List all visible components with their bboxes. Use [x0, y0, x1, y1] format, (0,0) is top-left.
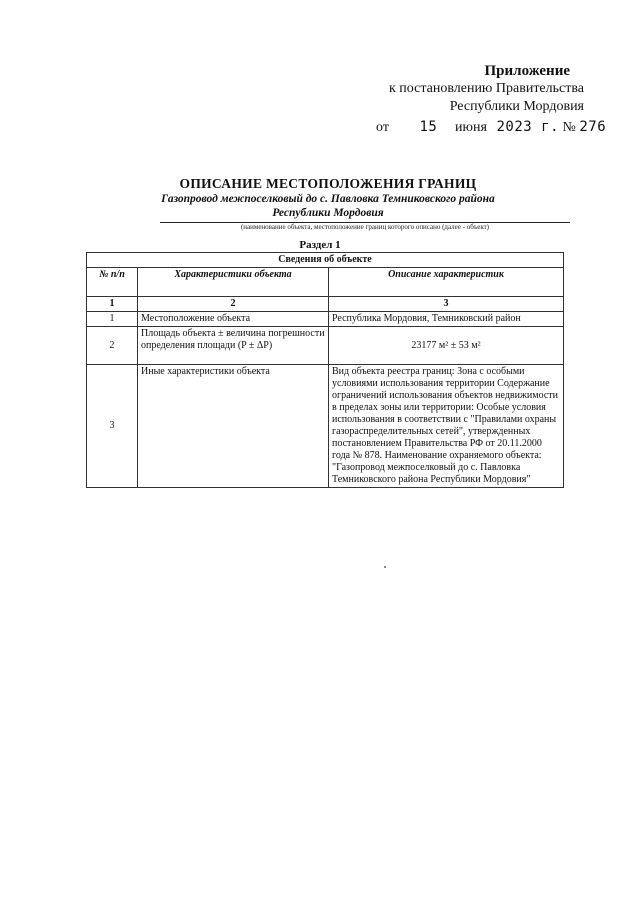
row-description: 23177 м² ± 53 м²	[329, 327, 564, 365]
table-row	[87, 365, 564, 488]
table-index-row	[87, 297, 564, 312]
document-subtitle-1: Газопровод межпоселковый до с. Павловка Темниковского района	[161, 193, 495, 205]
number-sign: №	[562, 120, 576, 135]
date-day: 15	[419, 119, 438, 135]
row-number: 2	[87, 327, 138, 365]
date-year: 2023 г.	[496, 119, 560, 135]
appendix-line-1: к постановлению Правительства	[388, 81, 584, 96]
header-number: № п/п	[87, 268, 138, 297]
table-header-row	[87, 268, 564, 297]
table-row	[87, 312, 564, 327]
header-characteristic: Характеристики объекта	[138, 268, 329, 297]
table-title: Сведения об объекте	[87, 253, 564, 268]
appendix-title: Приложение	[484, 63, 570, 79]
row-description: Республика Мордовия, Темниковский район	[329, 312, 564, 327]
index-cell: 3	[329, 297, 564, 312]
appendix-date-line	[344, 118, 607, 137]
row-number: 1	[87, 312, 138, 327]
row-characteristic: Местоположение объекта	[138, 312, 329, 327]
row-description: Вид объекта реестра границ: Зона с особыми условиями использования территории Содержание ограничений использования объектов недвижимости в пределах зоны или территории: Особые условия использования в соответствии с "Правилами охраны газораспределительных сетей", утвержденных постановлением Правительства РФ от 20.11.2000 года № 878. Наименование охраняемого объекта: "Газопровод межпоселковый до с. Павловка Темниковского района Республики Мордовия"	[329, 365, 564, 488]
section-title: Раздел 1	[299, 239, 341, 251]
table-row	[87, 327, 564, 365]
row-number: 3	[87, 365, 138, 488]
date-month: июня	[455, 120, 487, 135]
index-cell: 2	[138, 297, 329, 312]
header-description: Описание характеристик	[329, 268, 564, 297]
document-title-block	[118, 176, 538, 220]
date-prefix: от	[376, 120, 389, 135]
document-subtitle-2: Республики Мордовия	[272, 207, 384, 219]
title-caption: (наименование объекта, местоположение границ которого описано (далее - объект)	[240, 223, 490, 231]
object-info-table	[86, 252, 564, 488]
row-characteristic: Иные характеристики объекта	[138, 365, 329, 488]
document-number: 276	[579, 119, 607, 135]
index-cell: 1	[87, 297, 138, 312]
row-characteristic: Площадь объекта ± величина погрешности определения площади (P ± ΔP)	[138, 327, 329, 365]
appendix-header	[344, 62, 607, 137]
scan-speck	[384, 566, 386, 568]
table-title-row	[87, 253, 564, 268]
document-title: ОПИСАНИЕ МЕСТОПОЛОЖЕНИЯ ГРАНИЦ	[179, 176, 477, 191]
appendix-line-2: Республики Мордовия	[449, 99, 584, 114]
